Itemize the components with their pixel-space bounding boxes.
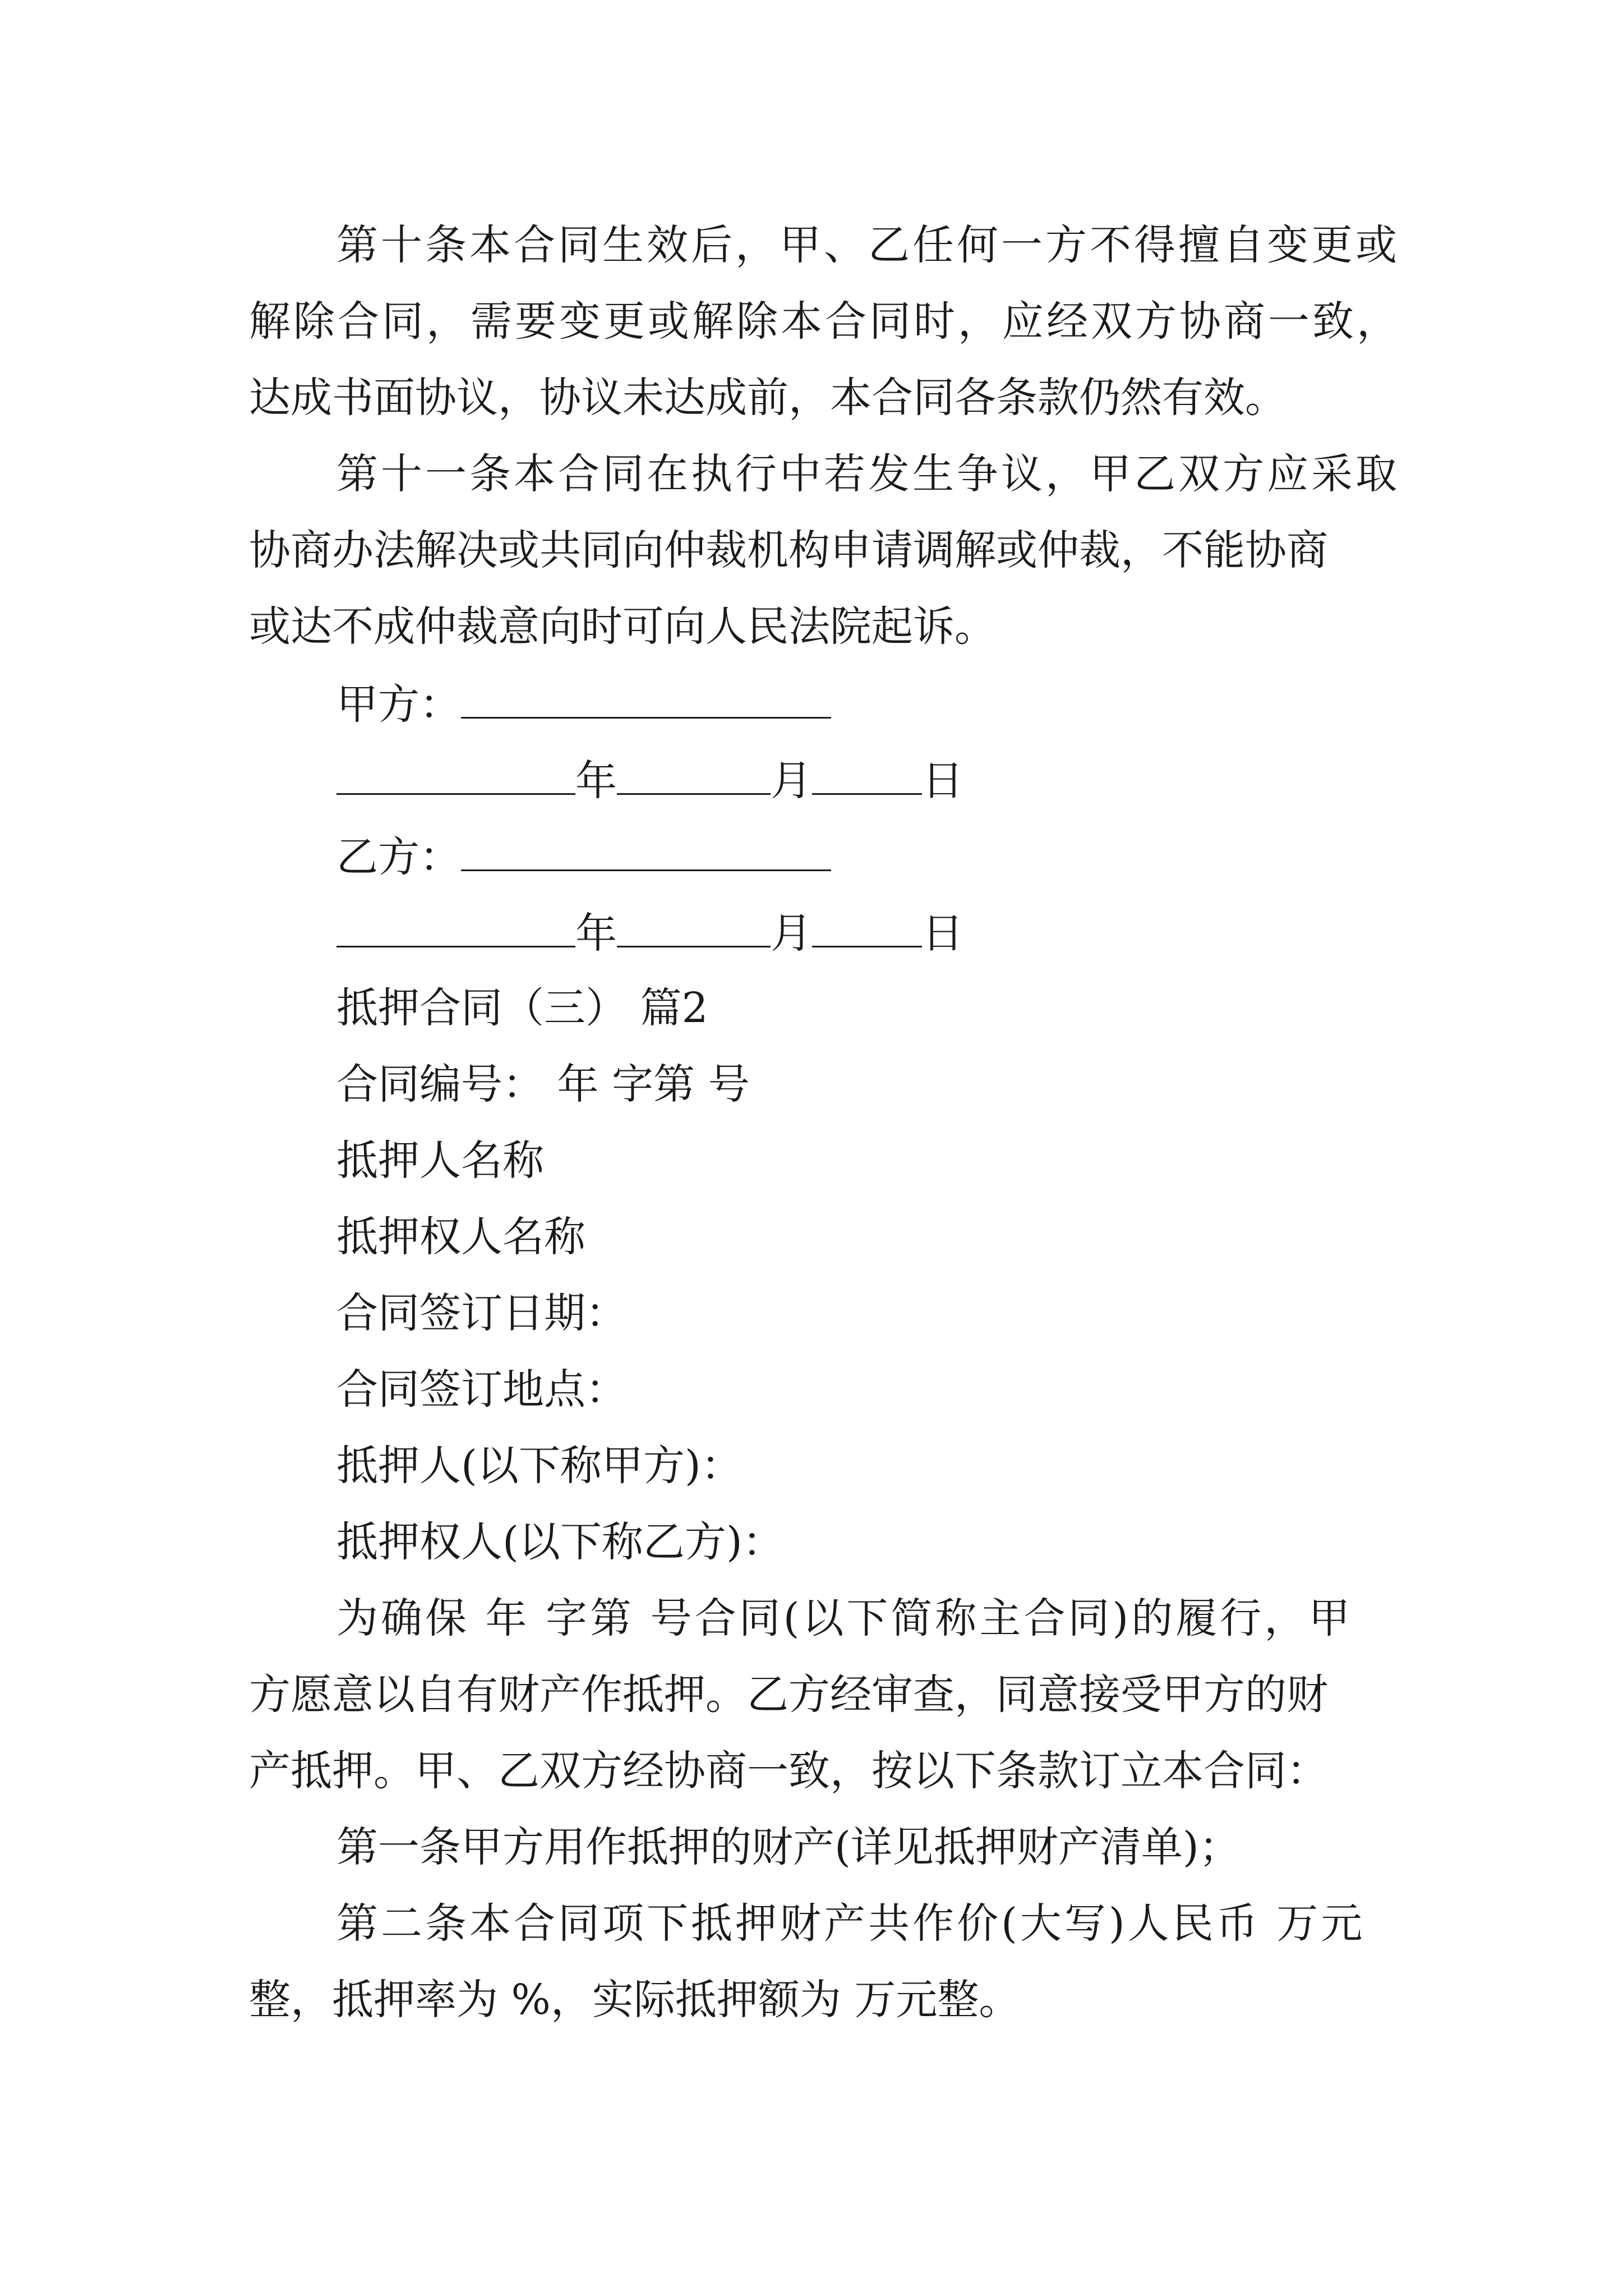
mortgagee-party-field: 抵押权人(以下称乙方)： [336, 1518, 784, 1566]
party-b-signature-line [336, 833, 831, 881]
clause-2-line-2: 整，抵押率为 %，实际抵押额为 万元整。 [249, 1976, 1021, 2024]
clause-1: 第一条甲方用作抵押的财产(详见抵押财产清单)； [336, 1823, 1241, 1871]
preamble-line-3: 产抵押。甲、乙双方经协商一致，按以下条款订立本合同： [249, 1747, 1328, 1795]
preamble-line-2: 方愿意以自有财产作抵押。乙方经审查，同意接受甲方的财 [249, 1671, 1328, 1719]
contract-number-field: 合同编号： 年 字第 号 [336, 1060, 750, 1108]
mortgagee-name-field: 抵押权人名称 [336, 1213, 585, 1261]
party-a-label: 甲方： [336, 680, 461, 729]
clause-10-line-3: 达成书面协议，协议未达成前，本合同各条款仍然有效。 [249, 374, 1287, 422]
party-a-month-label: 月 [771, 757, 812, 805]
section-title: 抵押合同（三） 篇2 [336, 984, 708, 1032]
party-a-signature-line [336, 680, 831, 729]
party-b-day-blank [812, 911, 922, 947]
preamble-line-1: 为确保 年 字第 号合同(以下简称主合同)的履行，甲 [336, 1594, 1353, 1642]
clause-11-line-2: 协商办法解决或共同向仲裁机构申请调解或仲裁，不能协商 [249, 526, 1328, 574]
mortgagor-party-field: 抵押人(以下称甲方)： [336, 1442, 743, 1490]
clause-11-line-1: 第十一条本合同在执行中若发生争议，甲乙双方应采取 [336, 450, 1400, 498]
party-b-date-line [336, 909, 963, 958]
mortgagor-name-field: 抵押人名称 [336, 1137, 544, 1185]
signing-date-field: 合同签订日期： [336, 1289, 627, 1337]
party-b-month-label: 月 [771, 909, 812, 958]
party-b-month-blank [617, 911, 771, 947]
party-a-day-label: 日 [922, 757, 963, 805]
party-a-year-label: 年 [575, 757, 617, 805]
clause-2-line-1: 第二条本合同项下抵押财产共作价(大写)人民币 万元 [336, 1899, 1366, 1948]
signing-place-field: 合同签订地点： [336, 1365, 627, 1414]
party-b-year-blank [336, 911, 575, 947]
party-b-label: 乙方： [336, 833, 461, 881]
clause-11-line-3: 或达不成仲裁意向时可向人民法院起诉。 [249, 602, 996, 651]
party-a-year-blank [336, 758, 575, 795]
party-a-day-blank [812, 758, 922, 795]
party-a-month-blank [617, 758, 771, 795]
party-b-blank [461, 835, 831, 871]
party-a-blank [461, 682, 831, 719]
clause-10-line-1: 第十条本合同生效后，甲、乙任何一方不得擅自变更或 [336, 221, 1400, 269]
party-b-day-label: 日 [922, 909, 963, 958]
party-a-date-line [336, 757, 963, 805]
party-b-year-label: 年 [575, 909, 617, 958]
clause-10-line-2: 解除合同，需要变更或解除本合同时，应经双方协商一致， [249, 297, 1401, 346]
